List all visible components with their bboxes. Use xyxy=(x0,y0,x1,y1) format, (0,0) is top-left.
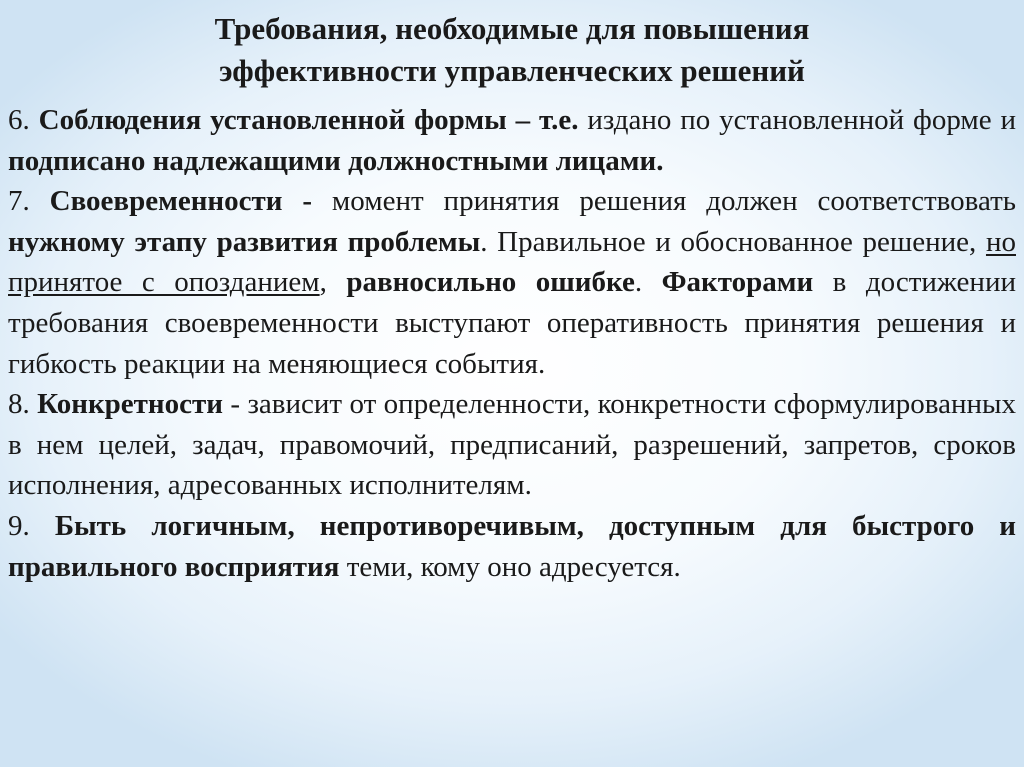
regular-text: издано по установленной форме и xyxy=(578,104,1017,136)
requirement-6 xyxy=(8,100,1016,181)
bold-text: Своевременности - xyxy=(49,185,313,218)
item-number: 8. xyxy=(8,388,38,421)
bold-text: подписано надлежащими должностными лицами. xyxy=(8,144,664,177)
requirement-7 xyxy=(8,181,1016,384)
item-number: 9. xyxy=(8,509,55,542)
regular-text: . xyxy=(634,266,662,299)
regular-text: - зависит от определенности, конкретности сформулированных в нем целей, задач, правомочий, предписаний, разрешений, запретов, сроков исполнения, адресованных исполнителям. xyxy=(8,388,1016,502)
bold-text: Быть логичным, непротиворечивым, доступным для быстрого и правильного восприятия xyxy=(8,509,1016,583)
bold-text: нужному этапу развития проблемы xyxy=(8,225,481,258)
underlined-text: но принятое с опозданием xyxy=(8,225,1016,299)
bold-text: равносильно ошибке xyxy=(346,266,635,299)
item-number: 6. xyxy=(8,104,39,136)
title-line-2: эффективности управленческих решений xyxy=(219,53,805,88)
requirement-8 xyxy=(8,384,1016,506)
regular-text: , xyxy=(319,266,347,299)
slide-body xyxy=(8,100,1016,587)
regular-text: . Правильное и обоснованное решение, xyxy=(480,225,986,258)
bold-text: Конкретности xyxy=(37,388,223,421)
bold-text: Факторами xyxy=(661,266,814,299)
requirement-9 xyxy=(8,506,1016,587)
title-line-1: Требования, необходимые для повышения xyxy=(214,11,810,46)
regular-text: момент принятия решения должен соответствовать xyxy=(312,185,1016,218)
regular-text: в достижении требования своевременности выступают оперативность принятия решения и гибкость реакции на меняющиеся события. xyxy=(8,266,1016,380)
regular-text: теми, кому оно адресуется. xyxy=(339,550,681,583)
slide-title xyxy=(60,8,964,92)
bold-text: Соблюдения установленной формы – т.е. xyxy=(38,104,579,136)
item-number: 7. xyxy=(8,185,50,218)
